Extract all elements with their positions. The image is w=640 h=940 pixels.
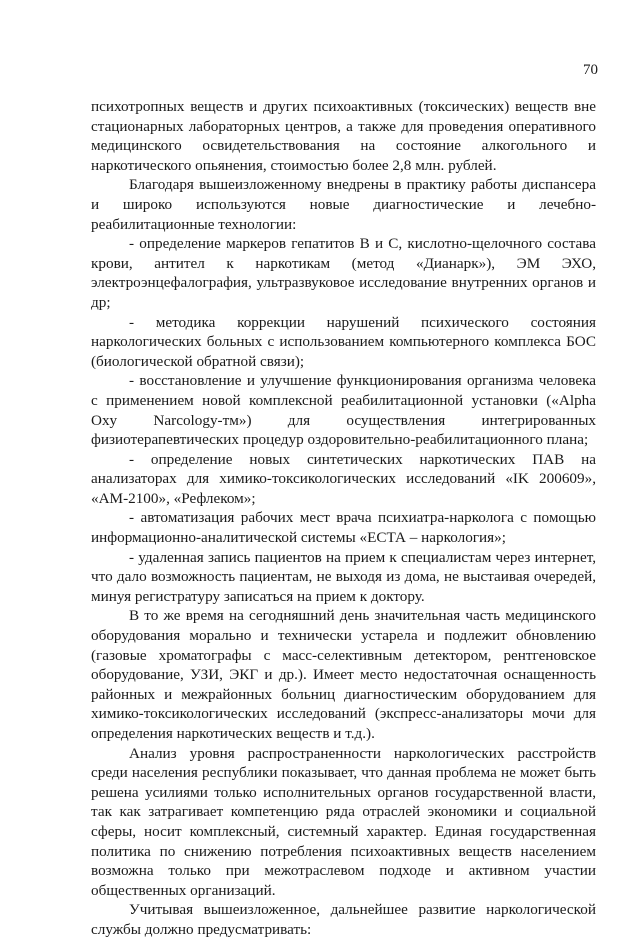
list-item: - определение новых синтетических наркотических ПАВ на анализаторах для химико-токсикологических исследований «IK 200609», «АМ-2100», «Рефлеком»; <box>91 450 596 507</box>
list-item: - восстановление и улучшение функционирования организма человека с применением новой комплексной реабилитационной установки («Alpha Oxy Narcology-тм») для осуществления интегрированных физиотерапевтических процедур оздоровительно-реабилитационного плана; <box>91 372 596 449</box>
list-item: - удаленная запись пациентов на прием к специалистам через интернет, что дало возможность пациентам, не выходя из дома, не выстаивая очередей, минуя регистратуру записаться на прием к доктору. <box>91 548 596 605</box>
paragraph: В то же время на сегодняшний день значительная часть медицинского оборудования морально и технически устарела и подлежит обновлению (газовые хроматографы с масс-селективным детектором, рентгеновское оборудование, УЗИ, ЭКГ и др.). Имеет место недостаточная оснащенность районных и межрайонных больниц диагностическим оборудованием для химико-токсикологических исследований (экспресс-анализаторы мочи для определения наркотических веществ и т.д.). <box>91 607 596 742</box>
paragraph: Анализ уровня распространенности наркологических расстройств среди населения республики показывает, что данная проблема не может быть решена усилиями только исполнительных органов государственной власти, так как затрагивает компетенцию ряда отраслей экономики и социальной сферы, носит комплексный, системный характер. Единая государственная политика по снижению потребления психоактивных веществ населением возможна только при межотраслевом подходе и активном участии общественных организаций. <box>91 744 596 899</box>
paragraph: Благодаря вышеизложенному внедрены в практику работы диспансера и широко используются новые диагностические и лечебно-реабилитационные технологии: <box>91 176 596 233</box>
document-body <box>91 97 596 940</box>
paragraph: Учитывая вышеизложенное, дальнейшее развитие наркологической службы должно предусматривать: <box>91 901 596 938</box>
list-item: - автоматизация рабочих мест врача психиатра-нарколога с помощью информационно-аналитической системы «ЕСТА – наркология»; <box>91 509 596 547</box>
list-item: - определение маркеров гепатитов В и С, кислотно-щелочного состава крови, антител к наркотикам (метод «Дианарк»), ЭМ ЭХО, электроэнцефалография, ультразвуковое исследование внутренних органов и др; <box>91 235 596 311</box>
page-number: 70 <box>583 62 598 78</box>
list-item: - методика коррекции нарушений психического состояния наркологических больных с использованием компьютерного комплекса БОС (биологической обратной связи); <box>91 313 596 370</box>
paragraph: психотропных веществ и других психоактивных (токсических) веществ вне стационарных лабораторных центров, а также для проведения оперативного медицинского освидетельствования на состояние алкогольного и наркотического опьянения, стоимостью более 2,8 млн. рублей. <box>91 98 596 174</box>
